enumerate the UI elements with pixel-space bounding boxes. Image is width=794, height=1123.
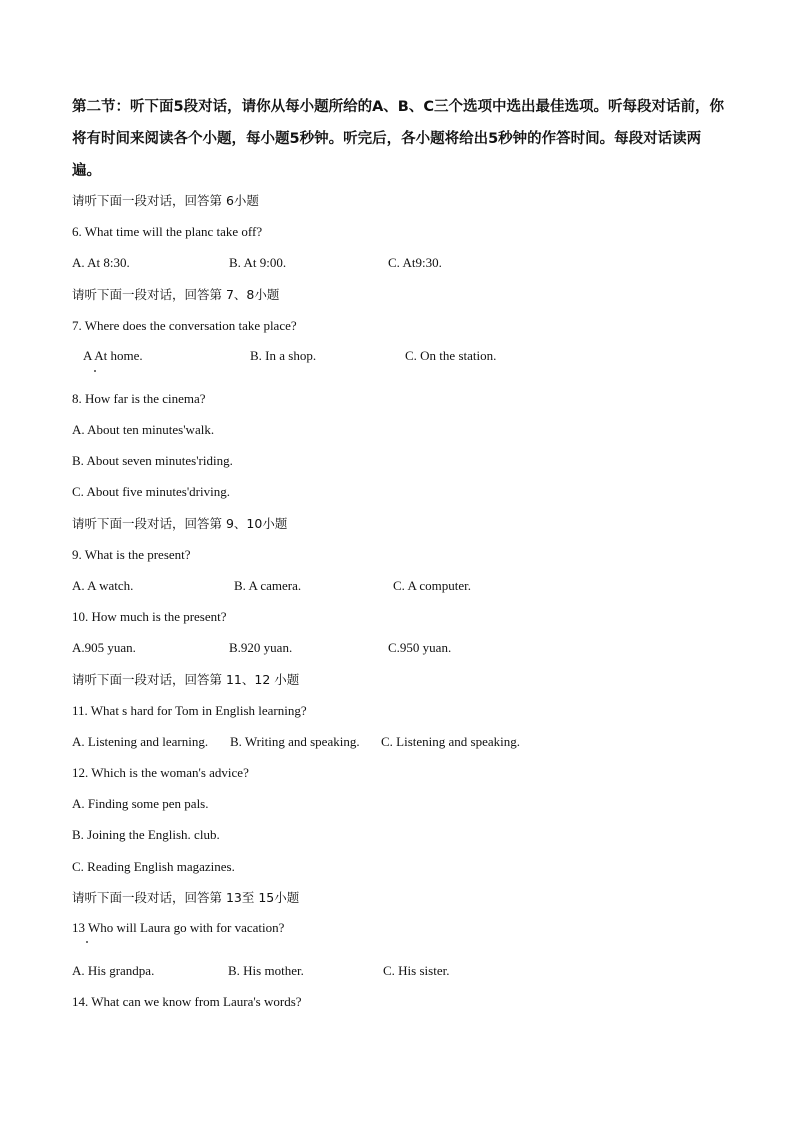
question-8: 8. How far is the cinema?: [72, 391, 206, 406]
option-a: A. At 8:30.: [72, 255, 130, 270]
stray-mark: [86, 941, 88, 943]
option-c: C. Listening and speaking.: [381, 734, 521, 749]
question-11: 11. What s hard for Tom in English learning?: [72, 703, 307, 718]
option-b: B.920 yuan.: [229, 640, 293, 655]
option-c: C. His sister.: [383, 963, 450, 978]
option-c: C. At9:30.: [388, 255, 442, 270]
option-c: C. A computer.: [393, 578, 471, 593]
question-7: 7. Where does the conversation take place?: [72, 318, 297, 333]
option-b: B. His mother.: [228, 963, 304, 978]
option-b: B. In a shop.: [250, 348, 317, 363]
option-b: B. Joining the English. club.: [72, 827, 220, 842]
option-a: A. Listening and learning.: [72, 734, 209, 749]
option-a: A. His grandpa.: [72, 963, 155, 978]
option-b: B. Writing and speaking.: [230, 734, 360, 749]
question-12: 12. Which is the woman's advice?: [72, 765, 249, 780]
dialogue-instruction: 请听下面一段对话，回答第 6小题: [72, 193, 259, 208]
option-a: A. Finding some pen pals.: [72, 796, 209, 811]
option-c: C. About five minutes'driving.: [72, 484, 230, 499]
option-c: C.950 yuan.: [388, 640, 452, 655]
question-14: 14. What can we know from Laura's words?: [72, 994, 302, 1009]
stray-mark: [94, 370, 96, 372]
question-10: 10. How much is the present?: [72, 609, 227, 624]
dialogue-instruction: 请听下面一段对话，回答第 9、10小题: [72, 516, 288, 531]
option-c: C. Reading English magazines.: [72, 859, 235, 874]
dialogue-instruction: 请听下面一段对话，回答第 7、8小题: [72, 287, 280, 302]
option-a: A. About ten minutes'walk.: [72, 422, 215, 437]
section-title: 第二节：听下面5段对话，请你从每小题所给的A、B、C三个选项中选出最佳选项。听每段对话前，你将有时间来阅读各个小题，每小题5秒钟。听完后，各小题将给出5秒钟的作答时间。每段对话读两遍。: [72, 99, 725, 179]
question-9: 9. What is the present?: [72, 547, 191, 562]
option-a: A At home.: [83, 348, 143, 363]
dialogue-instruction: 请听下面一段对话，回答第 13至 15小题: [72, 890, 300, 905]
question-6: 6. What time will the planc take off?: [72, 224, 263, 239]
dialogue-instruction: 请听下面一段对话，回答第 11、12 小题: [72, 672, 300, 687]
option-c: C. On the station.: [405, 348, 497, 363]
option-b: B. About seven minutes'riding.: [72, 453, 233, 468]
option-b: B. A camera.: [234, 578, 302, 593]
option-b: B. At 9:00.: [229, 255, 287, 270]
question-13: 13 Who will Laura go with for vacation?: [72, 920, 285, 935]
option-a: A. A watch.: [72, 578, 134, 593]
option-a: A.905 yuan.: [72, 640, 136, 655]
